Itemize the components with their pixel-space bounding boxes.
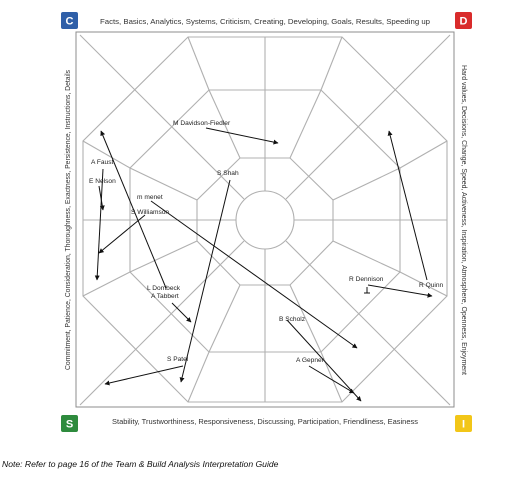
person-label-l-dombeck: L Dombeck	[147, 285, 181, 292]
left-axis-label: Commitment, Patience, Consideration, Thoroughness, Exactness, Persistence, Instructions, Details	[63, 53, 72, 370]
right-axis-label: Hard values, Decisions, Change, Speed, Activeness, Inspiration, Atmosphere, Openness, Enjoyment	[460, 65, 469, 386]
badge-c-letter: C	[65, 15, 74, 28]
footnote: Note: Refer to page 16 of the Team & Build Analysis Interpretation Guide	[2, 459, 279, 469]
arrow-m-menet	[151, 201, 357, 348]
arrow-a-gepner	[309, 366, 354, 393]
person-label-s-shah: S Shah	[217, 170, 239, 177]
arrow-a-tabbert	[172, 303, 191, 322]
person-label-e-nelson: E Nelson	[89, 178, 116, 185]
person-label-a-faust: A Faust	[91, 159, 114, 166]
person-label-m-davidson-fiedler: M Davidson-Fiedler	[173, 120, 231, 127]
arrow-a-faust	[97, 169, 103, 280]
badge-i-letter: I	[461, 418, 466, 431]
quadrant-badge-c	[61, 12, 78, 29]
top-axis-label: Facts, Basics, Analytics, Systems, Criticism, Creating, Developing, Goals, Results, Speeding up	[100, 17, 431, 26]
quadrant-badge-d	[455, 12, 472, 29]
person-label-s-williamson: S Williamson	[131, 209, 170, 216]
quadrant-badge-i	[455, 415, 472, 432]
person-label-r-quinn: R Quinn	[419, 282, 444, 289]
person-label-m-menet: m menet	[137, 194, 163, 201]
person-label-a-tabbert: A Tabbert	[151, 293, 179, 300]
badge-d-letter: D	[459, 15, 468, 28]
bottom-axis-label: Stability, Trustworthiness, Responsiveness, Discussing, Participation, Friendliness, Easiness	[112, 417, 419, 426]
person-label-a-gepner: A Gepner	[296, 357, 324, 364]
arrow-r-quinn	[389, 131, 427, 280]
octagon-grid	[80, 35, 450, 405]
person-label-s-patel: S Patel	[167, 356, 189, 363]
quadrant-badge-s	[61, 415, 78, 432]
person-label-r-dennison: R Dennison	[349, 276, 384, 283]
badge-s-letter: S	[65, 418, 74, 431]
dennison-marker	[364, 287, 370, 293]
person-label-b-scholz: B Scholz	[279, 316, 306, 323]
arrow-m-davidson-fiedler	[206, 128, 278, 143]
